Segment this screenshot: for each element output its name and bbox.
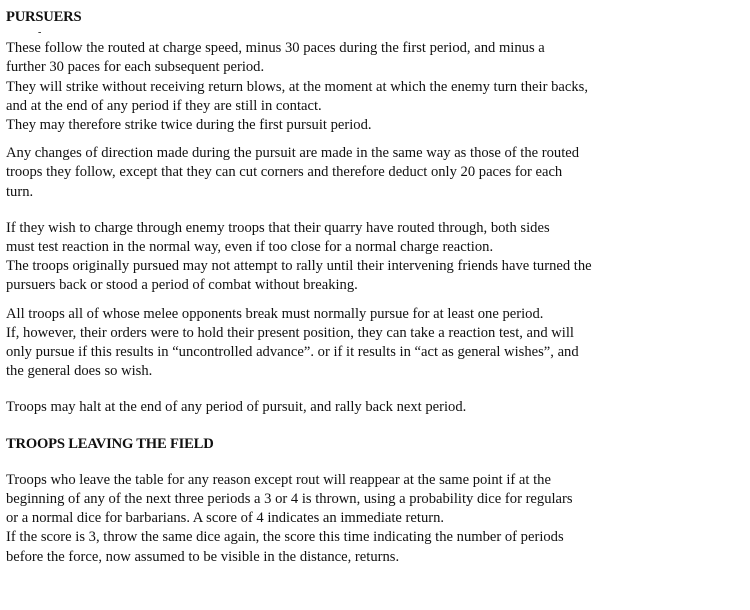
text-line: They may therefore strike twice during the first pursuit period. [6, 117, 372, 134]
pursuers-paragraph-direction [6, 144, 746, 202]
leaving-field-heading: TROOPS LEAVING THE FIELD [6, 435, 214, 452]
pursuers-paragraph-halt [6, 398, 746, 417]
text-line: All troops all of whose melee opponents break must normally pursue for at least one period. [6, 305, 544, 322]
rules-page [6, 8, 746, 567]
text-line: pursuers back or stood a period of combat without breaking. [6, 277, 358, 294]
text-line: These follow the routed at charge speed, minus 30 paces during the first period, and minus a [6, 40, 545, 57]
leaving-field-paragraph [6, 471, 746, 567]
pursuers-paragraph-speed [6, 39, 746, 135]
text-line: If the score is 3, throw the same dice again, the score this time indicating the number of periods [6, 529, 564, 546]
text-line: before the force, now assumed to be visible in the distance, returns. [6, 548, 400, 565]
text-line: If, however, their orders were to hold their present position, they can take a reaction test, and will [6, 324, 574, 341]
stray-mark: - [38, 27, 42, 39]
text-line: turn. [6, 183, 34, 200]
text-line: Any changes of direction made during the pursuit are made in the same way as those of the routed [6, 145, 580, 162]
text-line: must test reaction in the normal way, even if too close for a normal charge reaction. [6, 239, 494, 256]
text-line: beginning of any of the next three periods a 3 or 4 is thrown, using a probability dice for regulars [6, 491, 573, 508]
pursuers-paragraph-charge-through [6, 219, 746, 296]
text-line: troops they follow, except that they can cut corners and therefore deduct only 20 paces for each [6, 164, 563, 181]
text-line: The troops originally pursued may not attempt to rally until their intervening friends have turned the [6, 258, 592, 275]
text-line: Troops may halt at the end of any period of pursuit, and rally back next period. [6, 399, 467, 416]
text-line: They will strike without receiving return blows, at the moment at which the enemy turn their backs, [6, 78, 588, 95]
text-line: Troops who leave the table for any reason except rout will reappear at the same point if at the [6, 471, 551, 488]
text-line: only pursue if this results in “uncontrolled advance”. or if it results in “act as general wishes”, and [6, 344, 579, 361]
text-line: the general does so wish. [6, 363, 153, 380]
pursuers-heading: PURSUERS [6, 9, 82, 25]
pursuers-paragraph-melee [6, 305, 746, 382]
text-line: and at the end of any period if they are still in contact. [6, 97, 322, 114]
text-line: If they wish to charge through enemy troops that their quarry have routed through, both sides [6, 219, 550, 236]
text-line: or a normal dice for barbarians. A score of 4 indicates an immediate return. [6, 510, 445, 527]
text-line: further 30 paces for each subsequent period. [6, 59, 265, 76]
